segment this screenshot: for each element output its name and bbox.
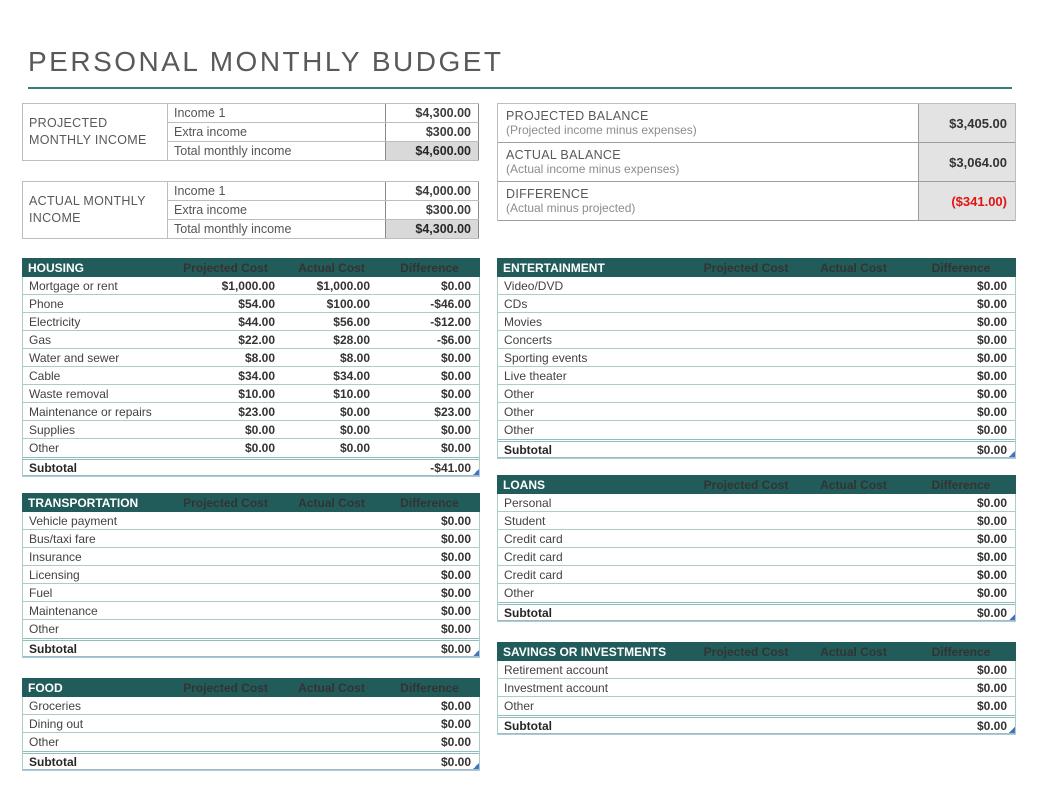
cell-difference[interactable]: $23.00 [434, 404, 471, 419]
row-label[interactable]: Live theater [504, 368, 567, 383]
cell-difference[interactable]: $0.00 [440, 386, 471, 401]
table-resize-handle[interactable] [1009, 451, 1015, 457]
table-body [23, 697, 479, 751]
column-projected-cost[interactable]: Projected Cost [183, 680, 268, 695]
table-body [498, 661, 1015, 715]
table-row [498, 697, 1015, 715]
row-label[interactable]: Other [504, 586, 535, 600]
subtotal-difference[interactable]: $0.00 [440, 641, 471, 656]
cell-projected[interactable]: $0.00 [244, 441, 275, 455]
cell-difference[interactable]: $0.00 [440, 441, 471, 455]
table-row [23, 313, 479, 331]
cell-difference[interactable]: -$46.00 [430, 296, 471, 311]
table-header [497, 258, 1016, 277]
cell-difference[interactable]: $0.00 [976, 495, 1007, 510]
cell-difference[interactable]: -$12.00 [430, 314, 471, 329]
income-item-value[interactable]: $4,600.00 [386, 142, 479, 160]
table-row [23, 385, 479, 403]
table-header [22, 678, 480, 697]
table-row [23, 733, 479, 751]
cell-difference[interactable]: $0.00 [440, 549, 471, 564]
table-resize-handle[interactable] [1009, 614, 1015, 620]
income-item-label[interactable]: Total monthly income [168, 142, 386, 160]
table-body [23, 277, 479, 457]
table-header [22, 258, 480, 277]
cell-difference[interactable]: $0.00 [976, 386, 1007, 401]
row-label[interactable]: Credit card [504, 567, 563, 582]
cell-actual[interactable]: $0.00 [339, 404, 370, 419]
column-actual-cost[interactable]: Actual Cost [298, 495, 365, 510]
column-difference[interactable]: Difference [400, 260, 459, 275]
cell-actual[interactable]: $0.00 [339, 441, 370, 455]
table-resize-handle[interactable] [473, 650, 479, 656]
balance-title: ACTUAL BALANCE [506, 148, 621, 162]
table-row [23, 602, 479, 620]
subtotal-row [498, 715, 1015, 734]
income-section-label[interactable]: PROJECTED MONTHLY INCOME [22, 103, 168, 161]
cell-projected[interactable]: $1,000.00 [221, 278, 275, 293]
cell-difference[interactable]: $0.00 [976, 404, 1007, 419]
cell-difference[interactable]: $0.00 [440, 622, 471, 636]
table-header [497, 475, 1016, 494]
column-actual-cost[interactable]: Actual Cost [820, 477, 887, 492]
subtotal-row [23, 457, 479, 476]
balance-subtitle: (Projected income minus expenses) [506, 123, 697, 137]
column-actual-cost[interactable]: Actual Cost [820, 260, 887, 275]
table-row [23, 566, 479, 584]
title-section [28, 46, 1012, 89]
cell-difference[interactable]: -$6.00 [436, 332, 471, 347]
table-row [498, 661, 1015, 679]
row-label[interactable]: Supplies [29, 422, 76, 437]
cell-projected[interactable]: $54.00 [238, 296, 275, 311]
balance-subtitle: (Actual income minus expenses) [506, 162, 680, 176]
cell-actual[interactable]: $28.00 [333, 332, 370, 347]
table-row [498, 403, 1015, 421]
row-label[interactable]: Student [504, 513, 546, 528]
column-difference[interactable]: Difference [400, 495, 459, 510]
table-row [23, 512, 479, 530]
row-label[interactable]: Other [29, 735, 60, 749]
table-row [498, 530, 1015, 548]
row-label[interactable]: Mortgage or rent [29, 278, 118, 293]
cell-actual[interactable]: $8.00 [339, 350, 370, 365]
cell-difference[interactable]: $0.00 [440, 350, 471, 365]
cell-actual[interactable]: $1,000.00 [316, 278, 370, 293]
cell-difference[interactable]: $0.00 [440, 368, 471, 383]
cell-difference[interactable]: $0.00 [440, 735, 471, 749]
row-label[interactable]: Other [29, 622, 60, 636]
row-label[interactable]: Other [504, 423, 535, 437]
cell-difference[interactable]: $0.00 [440, 603, 471, 618]
page-title: PERSONAL MONTHLY BUDGET [28, 46, 504, 77]
table-row [498, 421, 1015, 439]
column-projected-cost[interactable]: Projected Cost [703, 477, 789, 492]
row-label[interactable]: CDs [504, 296, 528, 311]
cell-difference[interactable]: $0.00 [976, 314, 1007, 329]
income-item-value[interactable]: $4,300.00 [386, 220, 479, 238]
entertainment-table [497, 258, 1016, 459]
cell-projected[interactable]: $34.00 [238, 368, 275, 383]
row-label[interactable]: Cable [29, 368, 61, 383]
row-label[interactable]: Retirement account [504, 662, 609, 677]
table-row [23, 584, 479, 602]
subtotal-label[interactable]: Subtotal [29, 641, 77, 656]
income-item-label[interactable]: Extra income [168, 123, 386, 141]
cell-actual[interactable]: $10.00 [333, 386, 370, 401]
row-label[interactable]: Phone [29, 296, 64, 311]
row-label[interactable]: Bus/taxi fare [29, 531, 96, 546]
row-label[interactable]: Gas [29, 332, 52, 347]
subtotal-difference[interactable]: $0.00 [976, 442, 1007, 457]
column-difference[interactable]: Difference [400, 680, 459, 695]
cell-projected[interactable]: $10.00 [238, 386, 275, 401]
row-label[interactable]: Credit card [504, 531, 563, 546]
row-label[interactable]: Other [29, 441, 60, 455]
subtotal-difference[interactable]: -$41.00 [430, 460, 471, 475]
cell-difference[interactable]: $0.00 [440, 567, 471, 582]
table-row [23, 530, 479, 548]
column-difference[interactable]: Difference [931, 477, 991, 492]
cell-difference[interactable]: $0.00 [976, 350, 1007, 365]
row-label[interactable]: Personal [504, 495, 552, 510]
row-label[interactable]: Concerts [504, 332, 553, 347]
table-row [23, 349, 479, 367]
row-label[interactable]: Dining out [29, 716, 84, 731]
cell-difference[interactable]: $0.00 [976, 278, 1007, 293]
cell-difference[interactable]: $0.00 [976, 513, 1007, 528]
table-title[interactable]: FOOD [28, 680, 63, 695]
row-label[interactable]: Other [504, 699, 535, 713]
cell-difference[interactable]: $0.00 [440, 278, 471, 293]
table-row [498, 295, 1015, 313]
table-body [498, 494, 1015, 602]
subtotal-difference[interactable]: $0.00 [976, 718, 1007, 733]
row-label[interactable]: Movies [504, 314, 543, 329]
table-row [498, 367, 1015, 385]
table-title[interactable]: TRANSPORTATION [28, 495, 139, 510]
balance-row [498, 104, 1015, 143]
subtotal-difference[interactable]: $0.00 [976, 605, 1007, 620]
table-row [23, 697, 479, 715]
balance-value-cell[interactable]: ($341.00) [918, 182, 1015, 220]
row-label[interactable]: Fuel [29, 585, 53, 600]
cell-difference[interactable]: $0.00 [440, 531, 471, 546]
table-row [23, 715, 479, 733]
income-item-label[interactable]: Total monthly income [168, 220, 386, 238]
column-actual-cost[interactable]: Actual Cost [298, 680, 365, 695]
balance-label-cell[interactable] [498, 143, 918, 181]
table-title[interactable]: HOUSING [28, 260, 85, 275]
subtotal-row [498, 439, 1015, 458]
column-projected-cost[interactable]: Projected Cost [703, 644, 789, 659]
table-row [498, 385, 1015, 403]
table-resize-handle[interactable] [473, 469, 479, 475]
row-label[interactable]: Other [504, 404, 535, 419]
row-label[interactable]: Licensing [29, 567, 80, 582]
income-row [168, 104, 479, 123]
table-title[interactable]: LOANS [503, 477, 545, 492]
cell-actual[interactable]: $56.00 [333, 314, 370, 329]
savings-table [497, 642, 1016, 735]
income-item-label[interactable]: Income 1 [168, 104, 386, 122]
table-row [23, 295, 479, 313]
table-row [23, 403, 479, 421]
table-resize-handle[interactable] [1009, 727, 1015, 733]
table-header [497, 642, 1016, 661]
cell-difference[interactable]: $0.00 [440, 698, 471, 713]
income-item-value[interactable]: $4,300.00 [386, 104, 479, 122]
cell-actual[interactable]: $34.00 [333, 368, 370, 383]
balance-subtitle: (Actual minus projected) [506, 201, 636, 215]
subtotal-label[interactable]: Subtotal [504, 718, 552, 733]
row-label[interactable]: Maintenance [29, 603, 98, 618]
table-row [23, 331, 479, 349]
table-body [23, 512, 479, 638]
subtotal-row [23, 751, 479, 770]
cell-difference[interactable]: $0.00 [440, 585, 471, 600]
income-rows [168, 181, 479, 239]
income-rows [168, 103, 479, 161]
actual-income-table [22, 181, 479, 239]
row-label[interactable]: Credit card [504, 549, 563, 564]
cell-difference[interactable]: $0.00 [976, 567, 1007, 582]
row-label[interactable]: Other [504, 386, 535, 401]
table-row [498, 349, 1015, 367]
income-item-label[interactable]: Income 1 [168, 182, 386, 200]
cell-projected[interactable]: $8.00 [244, 350, 275, 365]
income-row [168, 142, 479, 161]
table-body [498, 277, 1015, 439]
table-row [23, 367, 479, 385]
cell-difference[interactable]: $0.00 [976, 296, 1007, 311]
cell-difference[interactable]: $0.00 [440, 716, 471, 731]
cell-difference[interactable]: $0.00 [976, 332, 1007, 347]
column-projected-cost[interactable]: Projected Cost [183, 260, 268, 275]
row-label[interactable]: Investment account [504, 680, 609, 695]
food-table [22, 678, 480, 771]
balance-label-cell[interactable] [498, 182, 918, 220]
table-title[interactable]: SAVINGS OR INVESTMENTS [503, 644, 667, 659]
table-row [23, 439, 479, 457]
table-row [498, 584, 1015, 602]
transportation-table [22, 493, 480, 658]
cell-difference[interactable]: $0.00 [976, 662, 1007, 677]
income-item-value[interactable]: $300.00 [386, 201, 479, 219]
balance-title: DIFFERENCE [506, 187, 589, 201]
cell-projected[interactable]: $23.00 [238, 404, 275, 419]
column-difference[interactable]: Difference [931, 644, 991, 659]
income-row [168, 182, 479, 201]
column-projected-cost[interactable]: Projected Cost [183, 495, 268, 510]
cell-projected[interactable]: $22.00 [238, 332, 275, 347]
row-label[interactable]: Electricity [29, 314, 81, 329]
table-row [23, 620, 479, 638]
table-row [498, 313, 1015, 331]
table-row [498, 566, 1015, 584]
subtotal-row [498, 602, 1015, 621]
table-title[interactable]: ENTERTAINMENT [503, 260, 605, 275]
cell-actual[interactable]: $100.00 [326, 296, 370, 311]
row-label[interactable]: Sporting events [504, 350, 588, 365]
balance-title: PROJECTED BALANCE [506, 109, 649, 123]
row-label[interactable]: Video/DVD [504, 278, 564, 293]
table-header [22, 493, 480, 512]
housing-table [22, 258, 480, 477]
table-row [498, 277, 1015, 295]
table-row [23, 421, 479, 439]
row-label[interactable]: Vehicle payment [29, 513, 118, 528]
cell-difference[interactable]: $0.00 [440, 422, 471, 437]
cell-difference[interactable]: $0.00 [976, 423, 1007, 437]
subtotal-label[interactable]: Subtotal [504, 605, 552, 620]
subtotal-label[interactable]: Subtotal [504, 442, 552, 457]
income-section-label[interactable]: ACTUAL MONTHLY INCOME [22, 181, 168, 239]
column-actual-cost[interactable]: Actual Cost [820, 644, 887, 659]
subtotal-label[interactable]: Subtotal [29, 460, 77, 475]
table-row [498, 512, 1015, 530]
income-item-value[interactable]: $300.00 [386, 123, 479, 141]
cell-projected[interactable]: $0.00 [244, 422, 275, 437]
table-row [498, 331, 1015, 349]
subtotal-difference[interactable]: $0.00 [440, 754, 471, 769]
row-label[interactable]: Waste removal [29, 386, 109, 401]
column-actual-cost[interactable]: Actual Cost [298, 260, 365, 275]
income-item-value[interactable]: $4,000.00 [386, 182, 479, 200]
income-row [168, 201, 479, 220]
table-row [498, 679, 1015, 697]
column-projected-cost[interactable]: Projected Cost [703, 260, 789, 275]
row-label[interactable]: Maintenance or repairs [29, 404, 152, 419]
income-row [168, 123, 479, 142]
cell-difference[interactable]: $0.00 [976, 586, 1007, 600]
table-row [23, 548, 479, 566]
income-row [168, 220, 479, 239]
balance-summary-table [497, 103, 1016, 221]
balance-label-cell[interactable] [498, 104, 918, 142]
subtotal-row [23, 638, 479, 657]
balance-value-cell[interactable]: $3,064.00 [918, 143, 1015, 181]
cell-difference[interactable]: $0.00 [976, 531, 1007, 546]
cell-difference[interactable]: $0.00 [976, 368, 1007, 383]
column-difference[interactable]: Difference [931, 260, 991, 275]
balance-value-cell[interactable]: $3,405.00 [918, 104, 1015, 142]
subtotal-label[interactable]: Subtotal [29, 754, 77, 769]
row-label[interactable]: Water and sewer [29, 350, 120, 365]
table-row [498, 494, 1015, 512]
loans-table [497, 475, 1016, 622]
balance-row [498, 182, 1015, 221]
table-row [23, 277, 479, 295]
cell-difference[interactable]: $0.00 [976, 680, 1007, 695]
cell-actual[interactable]: $0.00 [339, 422, 370, 437]
cell-difference[interactable]: $0.00 [976, 699, 1007, 713]
table-resize-handle[interactable] [473, 763, 479, 769]
table-row [498, 548, 1015, 566]
row-label[interactable]: Insurance [29, 549, 82, 564]
row-label[interactable]: Groceries [29, 698, 82, 713]
cell-difference[interactable]: $0.00 [440, 513, 471, 528]
cell-difference[interactable]: $0.00 [976, 549, 1007, 564]
cell-projected[interactable]: $44.00 [238, 314, 275, 329]
projected-income-table [22, 103, 479, 161]
income-item-label[interactable]: Extra income [168, 201, 386, 219]
balance-row [498, 143, 1015, 182]
